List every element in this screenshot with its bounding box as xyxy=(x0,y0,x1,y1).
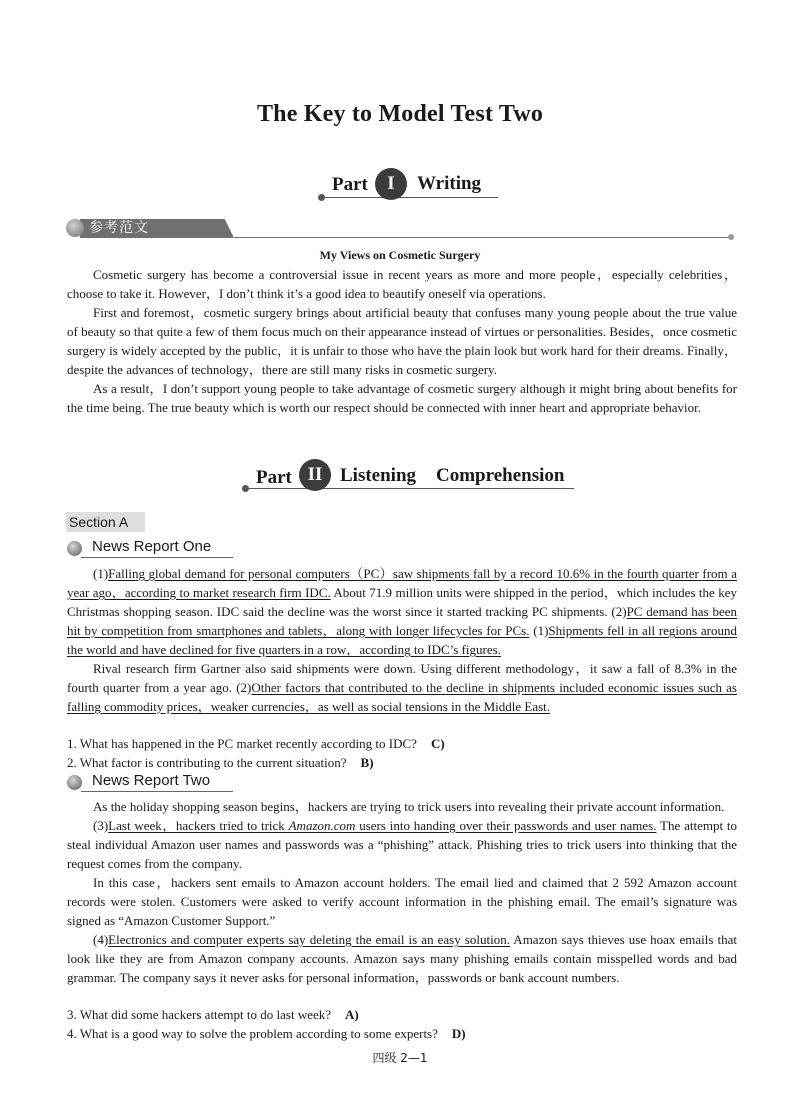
part2-underline xyxy=(246,488,574,489)
question-2-text: 2. What factor is contributing to the current situation? xyxy=(67,755,347,770)
answer-3: A) xyxy=(345,1007,359,1022)
part1-heading xyxy=(312,168,498,208)
part1-dot xyxy=(318,194,325,201)
question-4-text: 4. What is a good way to solve the problem according to some experts? xyxy=(67,1026,438,1041)
part2-heading xyxy=(236,459,574,499)
news-report-two-title: News Report Two xyxy=(92,772,211,789)
part1-label: Part xyxy=(332,174,368,195)
banner-rule xyxy=(234,237,731,238)
report1-text-1: About 71.9 million units were shipped in the period，which includes the key Christmas shopping season. IDC said the decline was the worst since it started tracking PC shipments. xyxy=(67,585,737,619)
underlined-answer-3-site: Amazon.com xyxy=(288,818,356,833)
question-3 xyxy=(67,1005,359,1024)
banner-text: 参考范文 xyxy=(89,220,149,236)
essay-body xyxy=(67,265,737,417)
underlined-answer-2: PC demand has been hit by competition from smartphones and tablets，along with longer lifecycles for PCs. xyxy=(67,604,737,638)
underlined-answer-2b: Other factors that contributed to the decline in shipments included economic issues such as falling commodity prices，weaker currencies，as well as social tensions in the Middle East. xyxy=(67,680,737,714)
question-1 xyxy=(67,734,445,753)
question-3-text: 3. What did some hackers attempt to do last week? xyxy=(67,1007,332,1022)
section-a-label: Section A xyxy=(66,512,145,532)
marker-1: (1) xyxy=(93,566,109,581)
question-4 xyxy=(67,1024,466,1043)
marker-1b: (1) xyxy=(529,623,549,638)
underlined-answer-3a: Last week，hackers tried to trick xyxy=(108,818,289,833)
part1-numeral: I xyxy=(375,168,407,200)
essay-paragraph-1: Cosmetic surgery has become a controversial issue in recent years as more and more people，especially celebrities，choose to take it. However，I don’t think it’s a good idea to beautify oneself via operations. xyxy=(67,267,737,301)
sample-essay-banner xyxy=(66,217,736,243)
question-2 xyxy=(67,753,374,772)
marker-2: (2) xyxy=(611,604,627,619)
part2-numeral: II xyxy=(299,459,331,491)
marker-4: (4) xyxy=(93,932,109,947)
essay-paragraph-3: As a result，I don’t support young people to take advantage of cosmetic surgery although it might bring about benefits for the time being. The true beauty which is worth our respect should be connected with inner heart and appropriate behavior. xyxy=(67,381,737,415)
underlined-answer-1: Falling global demand for personal computers（PC）saw shipments fall by a record 10.6% in the fourth quarter from a year ago，according to market research firm IDC. xyxy=(67,566,737,600)
report1-text-2: Rival research firm Gartner also said shipments were down. Using different methodology，it saw a fall of 8.3% in the fourth quarter from a year ago. xyxy=(67,661,737,695)
underlined-answer-3b: users into handing over their passwords and user names. xyxy=(355,818,657,833)
underlined-answer-1b: Shipments fell in all regions around the world and have declined for five quarters in a row，according to IDC’s figures. xyxy=(67,623,737,657)
news-report-one-rule xyxy=(81,557,233,558)
report1-paragraph-1 xyxy=(67,564,737,659)
part2-name-comprehension: Comprehension xyxy=(436,465,565,486)
report2-text-1: The attempt to steal individual Amazon user names and passwords was a “phishing” attack. Phishing tries to trick users into thinking that the request comes from the company. xyxy=(67,818,737,871)
banner-bullet-icon xyxy=(66,219,84,237)
banner-rule-dot xyxy=(728,234,734,240)
report2-paragraph-3: In this case，hackers sent emails to Amazon account holders. The email lied and claimed that 2 592 Amazon account records were stolen. Customers were asked to verify account information in the phishing email. The email’s signature was signed as “Amazon Customer Support.” xyxy=(67,875,737,928)
news-report-two-body xyxy=(67,797,737,987)
news-report-one-bullet-icon xyxy=(67,541,82,556)
report2-text-2: Amazon says thieves use hoax emails that look like they are from Amazon company accounts. Amazon says many phishing emails contain misspelled words and bad grammar. The company says it never asks for personal information，passwords or bank account numbers. xyxy=(67,932,737,985)
page-footer: 四级 2—1 xyxy=(372,1051,428,1065)
underlined-answer-4: Electronics and computer experts say deleting the email is an easy solution. xyxy=(108,932,510,947)
report1-paragraph-2 xyxy=(67,659,737,716)
news-report-two-heading xyxy=(67,772,237,792)
news-report-two-rule xyxy=(81,791,233,792)
answer-2: B) xyxy=(360,755,374,770)
news-report-one-title: News Report One xyxy=(92,538,212,555)
marker-3: (3) xyxy=(93,818,109,833)
page-title: The Key to Model Test Two xyxy=(256,101,544,127)
part2-name-listening: Listening xyxy=(340,465,417,486)
news-report-two-bullet-icon xyxy=(67,775,82,790)
marker-2b: (2) xyxy=(236,680,252,695)
essay-paragraph-2: First and foremost，cosmetic surgery brings about artificial beauty that confuses many young people about the true value of beauty so that quite a few of them focus much on their appearance instead of virtues or personalities. Besides，once cosmetic surgery is widely accepted by the public，it is unfair to those who have the plain look but work hard for their dreams. Finally，despite the advances of technology，there are still many risks in cosmetic surgery. xyxy=(67,305,737,377)
answer-1: C) xyxy=(430,736,445,751)
report2-paragraph-1: As the holiday shopping season begins，hackers are trying to trick users into revealing their private account information. xyxy=(93,799,725,814)
essay-title: My Views on Cosmetic Surgery xyxy=(319,248,481,262)
part2-label: Part xyxy=(256,467,292,488)
news-report-one-body xyxy=(67,564,737,716)
report2-paragraph-2 xyxy=(67,816,737,873)
news-report-one-heading xyxy=(67,538,237,558)
part1-underline xyxy=(322,197,498,198)
part2-dot xyxy=(242,485,249,492)
report2-paragraph-4 xyxy=(67,930,737,987)
question-1-text: 1. What has happened in the PC market recently according to IDC? xyxy=(67,736,417,751)
part1-name: Writing xyxy=(417,173,482,194)
answer-4: D) xyxy=(451,1026,466,1041)
